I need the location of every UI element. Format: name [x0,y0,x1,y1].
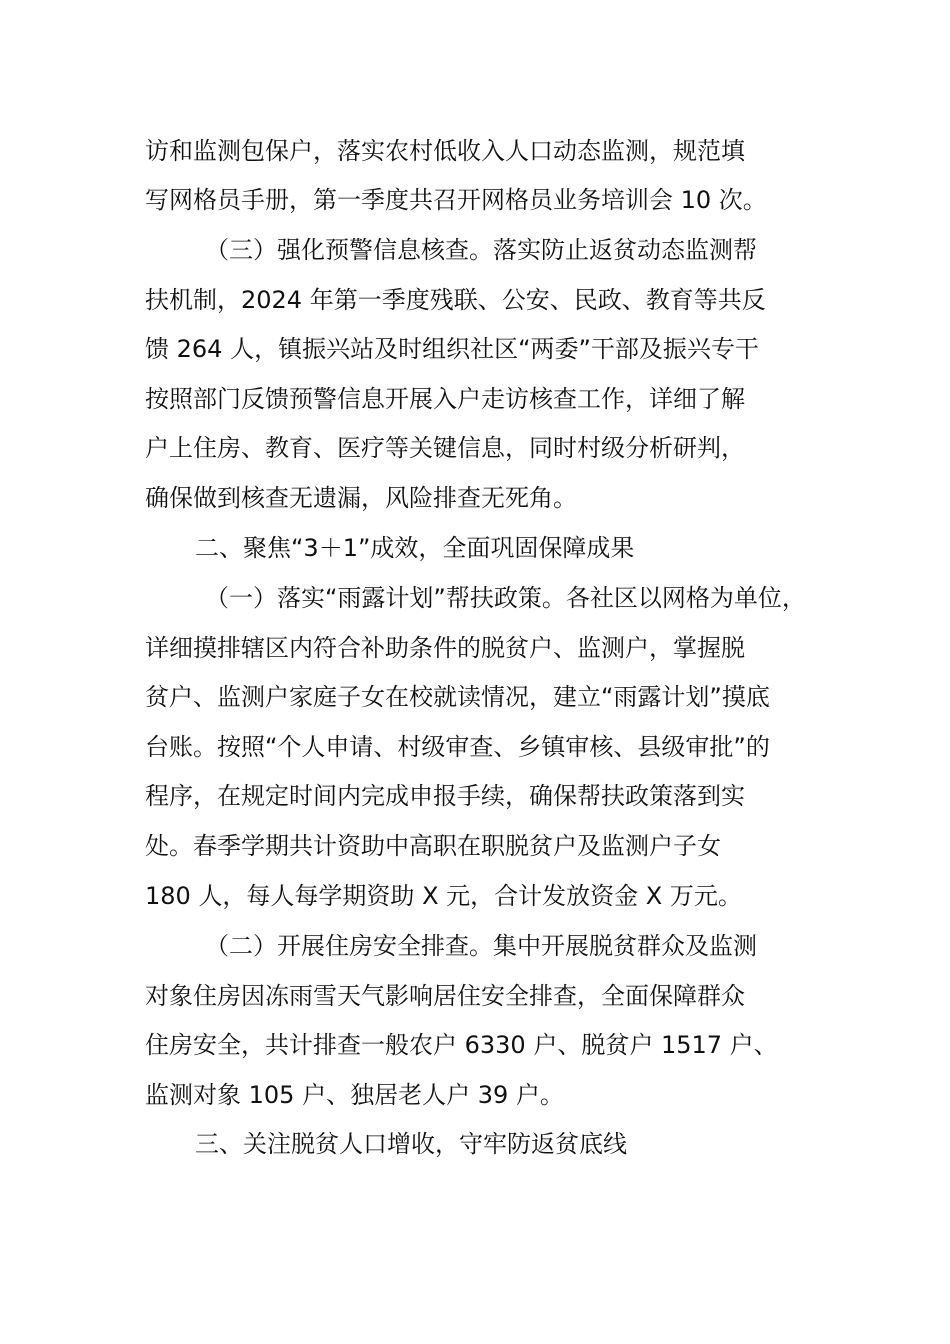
paragraph-line: 按照部门反馈预警信息开展入户走访核查工作，详细了解 [145,385,745,413]
paragraph-line: 户上住房、教育、医疗等关键信息，同时村级分析研判， [145,434,745,462]
paragraph-line: 台账。按照“个人申请、村级审查、乡镇审核、县级审批”的 [145,733,770,761]
paragraph-line: 详细摸排辖区内符合补助条件的脱贫户、监测户，掌握脱 [145,634,745,662]
paragraph-line: 贫户、监测户家庭子女在校就读情况，建立“雨露计划”摸底 [145,683,770,711]
paragraph-line: 程序，在规定时间内完成申报手续，确保帮扶政策落到实 [145,782,745,810]
chapter-heading-3: 三、关注脱贫人口增收，守牢防返贫底线 [195,1130,627,1158]
paragraph-line: 写网格员手册，第一季度共召开网格员业务培训会 10 次。 [145,186,767,214]
paragraph-line: 馈 264 人，镇振兴站及时组织社区“两委”干部及振兴专干 [145,335,759,363]
paragraph-line: 访和监测包保户，落实农村低收入人口动态监测，规范填 [145,137,745,165]
paragraph-line: 扶机制，2024 年第一季度残联、公安、民政、教育等共反 [145,286,766,314]
section-heading-1: （一）落实“雨露计划”帮扶政策。各社区以网格为单位， [205,584,806,612]
paragraph-line: 处。春季学期共计资助中高职在职脱贫户及监测户子女 [145,832,721,860]
paragraph-line: 180 人，每人每学期资助 X 元，合计发放资金 X 万元。 [145,882,742,910]
paragraph-line: 确保做到核查无遗漏，风险排查无死角。 [145,484,577,512]
paragraph-line: 对象住房因冻雨雪天气影响居住安全排查，全面保障群众 [145,982,745,1010]
paragraph-line: 监测对象 105 户、独居老人户 39 户。 [145,1081,564,1109]
section-heading-3: （三）强化预警信息核查。落实防止返贫动态监测帮 [205,236,757,264]
chapter-heading-2: 二、聚焦“3＋1”成效，全面巩固保障成果 [195,534,635,562]
paragraph-line: 住房安全，共计排查一般农户 6330 户、脱贫户 1517 户、 [145,1031,778,1059]
section-heading-2: （二）开展住房安全排查。集中开展脱贫群众及监测 [205,932,757,960]
